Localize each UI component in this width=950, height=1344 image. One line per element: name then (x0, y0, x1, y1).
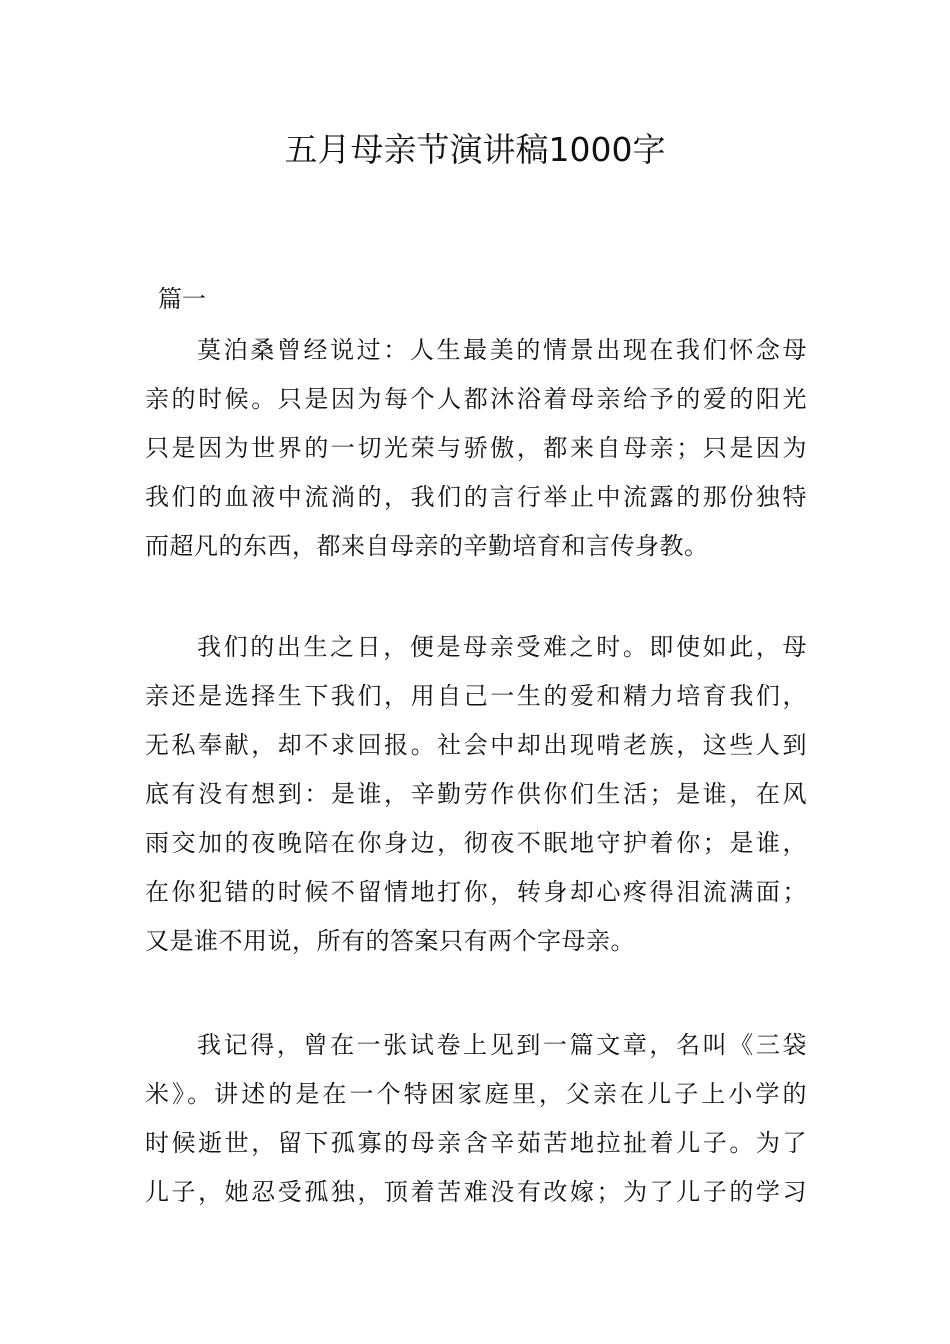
paragraph-line: 而超凡的东西，都来自母亲的辛勤培育和言传身教。 (145, 532, 709, 560)
paragraph-line: 儿子，她忍受孤独，顶着苦难没有改嫁；为了儿子的学习 (145, 1178, 807, 1206)
paragraph-line: 只是因为世界的一切光荣与骄傲，都来自母亲；只是因为 (145, 434, 807, 462)
paragraph-line: 在你犯错的时候不留情地打你，转身却心疼得泪流满面； (145, 878, 807, 906)
paragraph-line: 又是谁不用说，所有的答案只有两个字母亲。 (145, 927, 635, 955)
paragraph-1 (145, 326, 807, 571)
paragraph-line: 雨交加的夜晚陪在你身边，彻夜不眠地守护着你；是谁， (145, 829, 807, 857)
section-label: 篇一 (158, 285, 206, 313)
paragraph-line: 我们的血液中流淌的，我们的言行举止中流露的那份独特 (145, 483, 807, 511)
paragraph-line: 我记得，曾在一张试卷上见到一篇文章，名叫《三袋 (197, 1031, 807, 1059)
paragraph-line: 底有没有想到：是谁，辛勤劳作供你们生活；是谁，在风 (145, 780, 807, 808)
paragraph-line: 时候逝世，留下孤寡的母亲含辛茹苦地拉扯着儿子。为了 (145, 1129, 807, 1157)
paragraph-line: 米》。讲述的是在一个特困家庭里，父亲在儿子上小学的 (145, 1080, 807, 1108)
paragraph-2 (145, 623, 807, 966)
paragraph-3 (145, 1021, 807, 1217)
paragraph-line: 亲还是选择生下我们，用自己一生的爱和精力培育我们， (145, 682, 807, 710)
paragraph-line: 亲的时候。只是因为每个人都沐浴着母亲给予的爱的阳光 (145, 385, 807, 413)
paragraph-line: 莫泊桑曾经说过：人生最美的情景出现在我们怀念母 (197, 336, 807, 364)
paragraph-line: 无私奉献，却不求回报。社会中却出现啃老族，这些人到 (145, 731, 807, 759)
document-title: 五月母亲节演讲稿1000字 (284, 130, 666, 169)
paragraph-line: 我们的出生之日，便是母亲受难之时。即使如此，母 (197, 633, 807, 661)
